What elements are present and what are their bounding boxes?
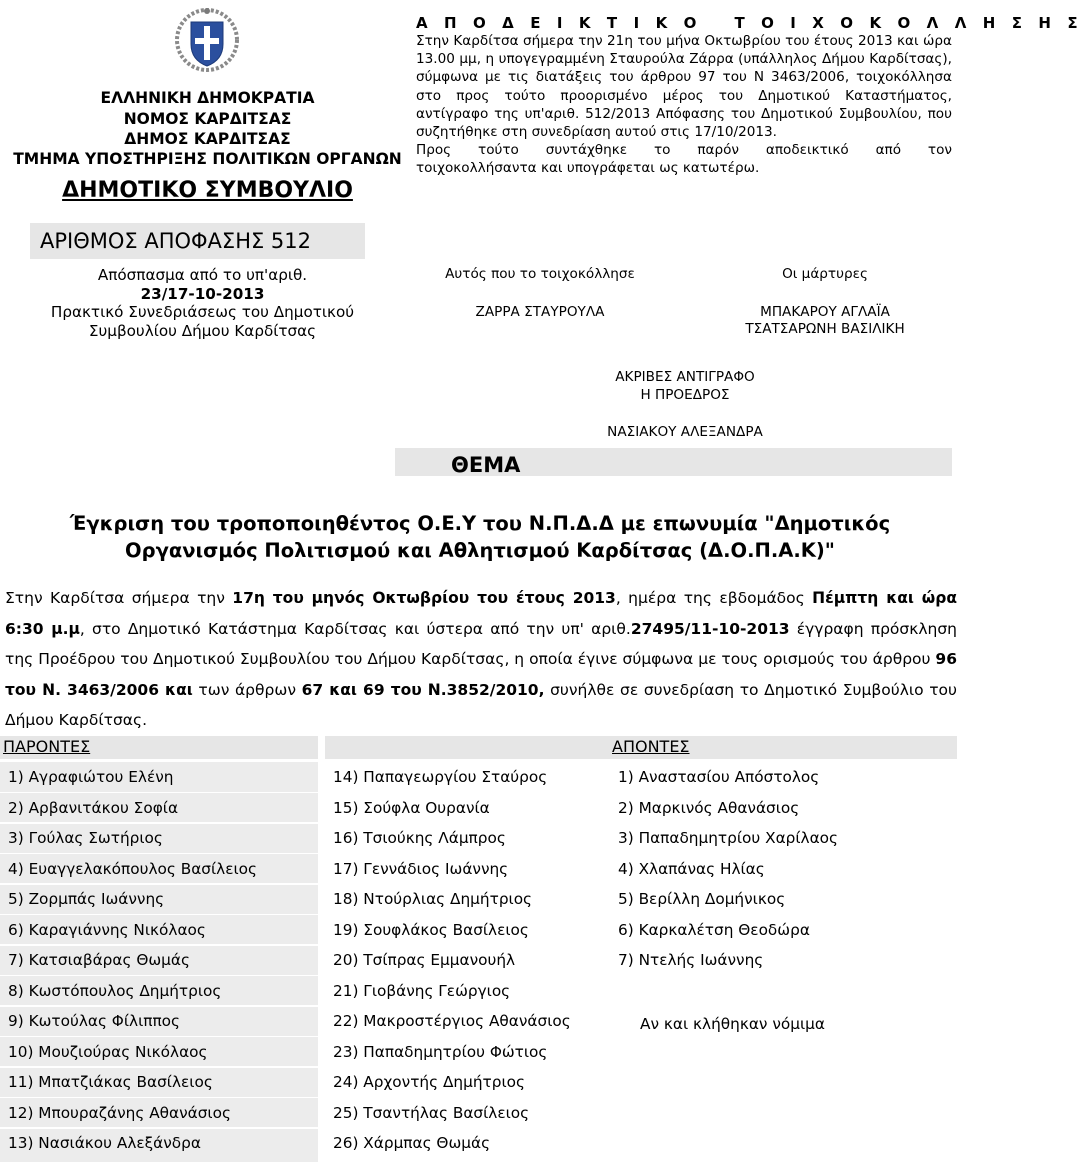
list-item: 4) Ευαγγελακόπουλος Βασίλειος: [8, 859, 258, 878]
list-item: 23) Παπαδημητρίου Φώτιος: [333, 1042, 548, 1061]
list-item: 4) Χλαπάνας Ηλίας: [618, 859, 765, 878]
witness-2: ΤΣΑΤΣΑΡΩΝΗ ΒΑΣΙΛΙΚΗ: [745, 321, 905, 337]
list-item: 10) Μουζιούρας Νικόλαος: [8, 1042, 208, 1061]
main-text-4: έγγραφη πρόσκληση της Προέδρου του Δημοτικού Συμβουλίου του Δήμου Καρδίτσας, η οποία έγινε σύμφωνα με τους ορισμούς του άρθρου: [5, 619, 958, 668]
main-day-time: Πέμπτη και ώρα 6:30 μ.μ: [5, 589, 957, 638]
list-item: 1) Αναστασίου Απόστολος: [618, 768, 820, 786]
list-item: 26) Χάρμπας Θωμάς: [333, 1134, 491, 1152]
list-item: 6) Καρκαλέτση Θεοδώρα: [618, 920, 810, 939]
council-title: ΔΗΜΟΤΙΚΟ ΣΥΜΒΟΥΛΙΟ: [62, 178, 353, 203]
list-item: 7) Ντελής Ιωάννης: [618, 951, 764, 969]
list-item: 1) Αγραφιώτου Ελένη: [8, 768, 174, 786]
list-item: 5) Βερίλλη Δομήνικος: [618, 890, 786, 908]
list-item: 18) Ντούρλιας Δημήτριος: [333, 890, 533, 908]
list-item: 5) Ζορμπάς Ιωάννης: [8, 890, 165, 908]
witnesses-label: Οι μάρτυρες: [782, 266, 868, 282]
list-item: 19) Σουφλάκος Βασίλειος: [333, 920, 529, 939]
president-title: Η ΠΡΟΕΔΡΟΣ: [640, 387, 730, 403]
decision-number: ΑΡΙΘΜΟΣ ΑΠΟΦΑΣΗΣ 512: [30, 223, 365, 259]
list-item: 15) Σούφλα Ουρανία: [333, 798, 490, 817]
list-item: 13) Νασιάκου Αλεξάνδρα: [8, 1134, 201, 1152]
list-item: 2) Μαρκινός Αθανάσιος: [618, 798, 800, 817]
certificate-closing-2: τοιχοκολλήσαντα και υπογράφεται ως κατωτέρω.: [416, 160, 760, 177]
list-item: 14) Παπαγεωργίου Σταύρος: [333, 768, 548, 786]
list-item: 20) Τσίπρας Εμμανουήλ: [333, 951, 516, 969]
excerpt-line-3: Πρακτικό Συνεδριάσεως του Δημοτικού: [50, 303, 355, 321]
main-law-2: 67 και 69 του Ν.3852/2010,: [301, 680, 545, 699]
posting-certificate: [416, 14, 1083, 178]
list-item: 2) Αρβανιτάκου Σοφία: [8, 798, 179, 817]
main-text-1: Στην Καρδίτσα σήμερα την: [5, 589, 233, 607]
list-item: 24) Αρχοντής Δημήτριος: [333, 1073, 525, 1091]
list-item: 21) Γιοβάνης Γεώργιος: [333, 981, 511, 1000]
poster-label: Αυτός που το τοιχοκόλλησε: [445, 266, 635, 282]
list-item: 8) Κωστόπουλος Δημήτριος: [8, 981, 222, 1000]
absent-list: [618, 762, 838, 976]
decision-topic: [0, 510, 960, 564]
main-date: 17η του μηνός Οκτωβρίου του έτους 2013: [232, 589, 616, 607]
main-invitation-number: 27495/11-10-2013: [630, 619, 790, 638]
list-item: 16) Τσιούκης Λάμπρος: [333, 829, 506, 847]
main-law-1: 96 του Ν. 3463/2006 και: [5, 650, 957, 699]
list-item: 3) Γούλας Σωτήριος: [8, 829, 163, 847]
present-list-1: [8, 762, 257, 1159]
list-item: 25) Τσαντήλας Βασίλειος: [333, 1103, 530, 1122]
president-name: ΝΑΣΙΑΚΟΥ ΑΛΕΞΑΝΔΡΑ: [607, 424, 763, 440]
list-item: 11) Μπατζιάκας Βασίλειος: [8, 1073, 213, 1091]
certificate-title: Α Π Ο Δ Ε Ι Κ Τ Ι Κ Ο Τ Ο Ι Χ Ο Κ Ο Λ Λ Η Σ Η Σ: [416, 14, 1083, 32]
certificate-body: Στην Καρδίτσα σήμερα την 21η του μήνα Οκτωβρίου του έτους 2013 και ώρα 13.00 μμ, η υπογεγραμμένη Σταυρούλα Ζάρρα (υπάλληλος Δήμου Καρδίτσας), σύμφωνα με τις διατάξεις του άρθρου 97 του Ν 3463/2006, τοιχοκόλλησα στο προς τούτο προορισμένο μέρος του Δημοτικού Καταστήματος, αντίγραφο της υπ'αριθ. 512/2013 Απόφασης του Δημοτικού Συμβουλίου, που συζητήθηκε στη συνεδρίαση αυτού στις 17/10/2013.: [416, 33, 952, 141]
poster-name: ΖΑΡΡΑ ΣΤΑΥΡΟΥΛΑ: [475, 304, 605, 320]
absent-note: Αν και κλήθηκαν νόμιμα: [640, 1015, 825, 1033]
header-country: ΕΛΛΗΝΙΚΗ ΔΗΜΟΚΡΑΤΙΑ: [100, 89, 315, 107]
meeting-paragraph: [5, 583, 957, 736]
header-department: ΤΜΗΜΑ ΥΠΟΣΤΗΡΙΞΗΣ ΠΟΛΙΤΙΚΩΝ ΟΡΓΑΝΩΝ: [13, 150, 402, 168]
excerpt-line-4: Συμβουλίου Δήμου Καρδίτσας: [88, 321, 317, 340]
subject-bar: [395, 448, 952, 476]
present-label: ΠΑΡΟΝΤΕΣ: [3, 737, 91, 756]
main-text-2: , ημέρα της εβδομάδος: [615, 589, 813, 607]
certificate-closing-1: Προς τούτο συντάχθηκε το παρόν αποδεικτικό από τον: [416, 142, 952, 159]
list-item: 6) Καραγιάννης Νικόλαος: [8, 920, 206, 939]
header-prefecture: ΝΟΜΟΣ ΚΑΡΔΙΤΣΑΣ: [123, 110, 292, 128]
header-municipality: ΔΗΜΟΣ ΚΑΡΔΙΤΣΑΣ: [124, 130, 291, 148]
list-item: 3) Παπαδημητρίου Χαρίλαος: [618, 829, 839, 847]
witness-1: ΜΠΑΚΑΡΟΥ ΑΓΛΑΪΑ: [760, 304, 890, 320]
list-item: 22) Μακροστέργιος Αθανάσιος: [333, 1012, 571, 1030]
list-item: 12) Μπουραζάνης Αθανάσιος: [8, 1103, 231, 1122]
excerpt-block: [30, 266, 375, 340]
list-item: 9) Κωτούλας Φίλιππος: [8, 1012, 181, 1030]
topic-line-1: Έγκριση του τροποποιηθέντος Ο.Ε.Υ του Ν.Π.Δ.Δ με επωνυμία "Δημοτικός: [69, 512, 891, 535]
greek-emblem-icon: [173, 4, 241, 72]
present-list-2: [333, 762, 571, 1159]
main-text-5: των άρθρων: [192, 680, 302, 699]
main-text-3: , στο Δημοτικό Κατάστημα Καρδίτσας και ύστερα από την υπ' αριθ.: [79, 619, 631, 638]
absent-label: ΑΠΟΝΤΕΣ: [612, 737, 690, 756]
excerpt-minutes-number: 23/17-10-2013: [140, 284, 265, 303]
excerpt-line-1: Απόσπασμα από το υπ'αριθ.: [97, 266, 308, 284]
topic-line-2: Οργανισμός Πολιτισμού και Αθλητισμού Καρδίτσας (Δ.Ο.Π.Α.Κ)": [125, 539, 835, 562]
main-text-6: συνήλθε σε συνεδρίαση το Δημοτικό Συμβούλιο του Δήμου Καρδίτσας.: [5, 680, 957, 729]
subject-label: ΘΕΜΑ: [451, 453, 521, 477]
list-item: 7) Κατσιαβάρας Θωμάς: [8, 951, 190, 969]
list-item: 17) Γεννάδιος Ιωάννης: [333, 859, 509, 878]
true-copy-label: ΑΚΡΙΒΕΣ ΑΝΤΙΓΡΑΦΟ: [615, 369, 755, 385]
